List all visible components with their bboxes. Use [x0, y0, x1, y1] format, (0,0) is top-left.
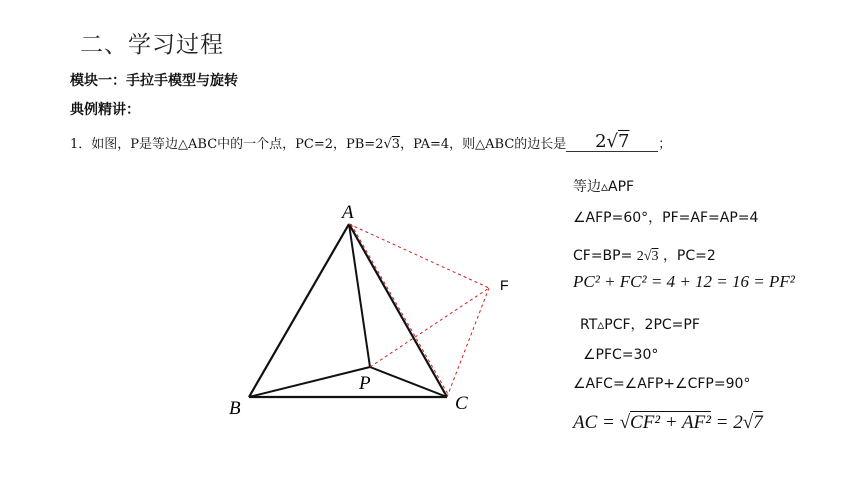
dashed-af [349, 224, 489, 288]
dashed-pf [370, 288, 489, 367]
line8-rhs: = 2 [710, 412, 743, 433]
problem-text-mid: ，PA=4，则△ABC的边长是 [400, 137, 567, 152]
label-a: A [342, 202, 354, 223]
label-f: F [500, 277, 509, 293]
solution-line-3 [573, 245, 716, 265]
sqrt-icon: √ [383, 137, 392, 152]
dashed-construction [349, 224, 489, 397]
dashed-cf [447, 288, 489, 397]
side-ab [249, 224, 349, 397]
triangle-abc [249, 224, 447, 397]
solution-line-6: ∠PFC=30° [583, 347, 659, 363]
side-ac [349, 224, 447, 397]
solution-line-8 [573, 412, 763, 434]
sqrt-icon: √ [619, 412, 631, 433]
line3-after: ，PC=2 [662, 248, 716, 264]
sqrt-icon: √ [606, 131, 619, 152]
answer-radicand: 7 [618, 131, 630, 152]
answer-coefficient: 2 [595, 131, 607, 152]
problem-text-before: 1．如图，P是等边△ABC中的一个点，PC=2，PB= [70, 137, 376, 152]
solution-line-2: ∠AFP=60°，PF=AF=AP=4 [573, 210, 759, 226]
sqrt-icon: √ [643, 249, 652, 264]
line3-radicand: 3 [651, 249, 659, 264]
dashed-ac [351, 224, 449, 396]
pb-radicand: 3 [391, 137, 401, 152]
line3-coef: 2 [636, 249, 644, 264]
segment-pb [249, 367, 370, 397]
label-b: B [229, 398, 241, 419]
label-p: P [359, 373, 371, 394]
sqrt-icon: √ [742, 412, 754, 433]
line3-before: CF=BP= [573, 248, 633, 264]
solution-line-5: RT▵PCF，2PC=PF [580, 317, 700, 333]
line8-rhs-radicand: 7 [753, 412, 763, 433]
line8-radicand: CF² + AF² [630, 412, 711, 433]
solution-line-4: PC² + FC² = 4 + 12 = 16 = PF² [573, 272, 795, 291]
pb-coefficient: 2 [375, 137, 384, 152]
line8-lhs: AC = [573, 412, 620, 433]
example-title: 典例精讲： [70, 102, 140, 118]
solution-line-7: ∠AFC=∠AFP+∠CFP=90° [573, 376, 751, 392]
solution-line-1: 等边▵APF [573, 179, 635, 195]
problem-text-after: ； [658, 137, 672, 152]
section-title: 二、学习过程 [80, 32, 224, 58]
label-c: C [455, 393, 468, 414]
inner-segments [249, 224, 447, 397]
module-title: 模块一：手拉手模型与旋转 [70, 73, 238, 89]
segment-pa [349, 224, 370, 367]
